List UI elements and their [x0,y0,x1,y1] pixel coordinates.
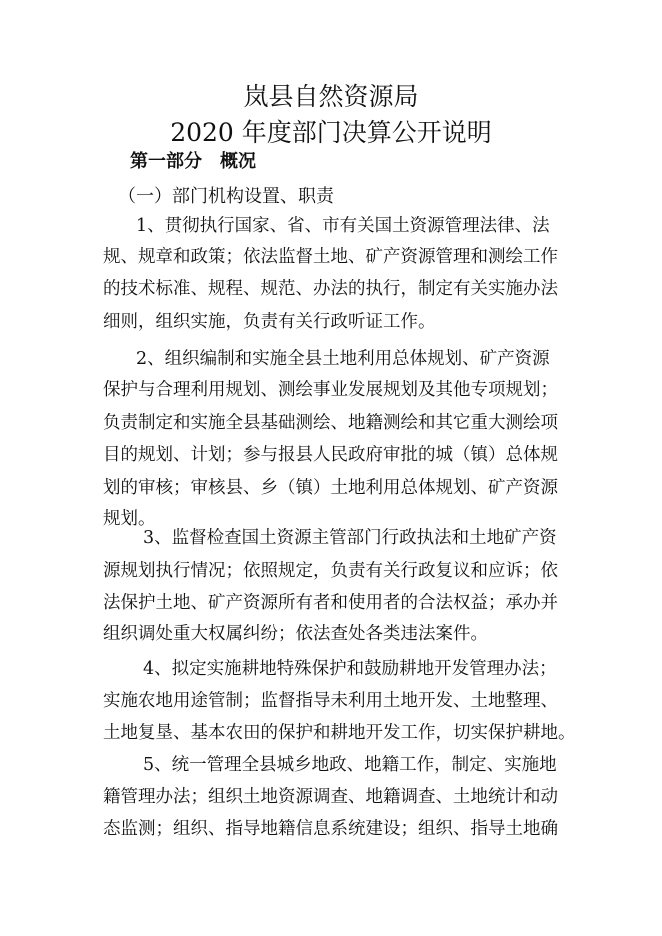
part-heading: 第一部分 概况 [130,151,256,172]
paragraph-line: 2、组织编制和实施全县土地利用总体规划、矿产资源 [136,349,550,369]
paragraph-line: 的技术标准、规程、规范、办法的执行，制定有关实施办法 [103,279,558,299]
paragraph-line: 规划。 [103,509,156,529]
paragraph-line: 土地复垦、基本农田的保护和耕地开发工作，切实保护耕地。 [103,723,576,743]
paragraph-line: 5、统一管理全县城乡地政、地籍工作，制定、实施地 [143,755,557,775]
paragraph-line: 规、规章和政策；依法监督土地、矿产资源管理和测绘工作 [103,247,558,267]
paragraph-line: 负责制定和实施全县基础测绘、地籍测绘和其它重大测绘项 [103,413,558,433]
paragraph-line: 细则，组织实施，负责有关行政听证工作。 [103,312,436,332]
paragraph-line: 籍管理办法；组织土地资源调查、地籍调查、土地统计和动 [103,787,558,807]
paragraph-line: 源规划执行情况；依照规定，负责有关行政复议和应诉；依 [103,561,558,581]
paragraph-line: 目的规划、计划；参与报县人民政府审批的城（镇）总体规 [103,445,558,465]
paragraph-line: 1、贯彻执行国家、省、市有关国土资源管理法律、法 [136,216,550,236]
document-title-org: 岚县自然资源局 [243,82,419,111]
paragraph-line: 3、监督检查国土资源主管部门行政执法和土地矿产资 [143,528,557,548]
paragraph-line: 实施农地用途管制；监督指导未利用土地开发、土地整理、 [103,691,558,711]
paragraph-line: 保护与合理利用规划、测绘事业发展规划及其他专项规划； [103,380,558,400]
paragraph-line: 态监测；组织、指导地籍信息系统建设；组织、指导土地确 [103,819,558,839]
section-heading: （一）部门机构设置、职责 [118,186,334,207]
paragraph-line: 4、拟定实施耕地特殊保护和鼓励耕地开发管理办法； [143,659,557,679]
paragraph-line: 划的审核；审核县、乡（镇）土地利用总体规划、矿产资源 [103,478,558,498]
paragraph-line: 组织调处重大权属纠纷；依法查处各类违法案件。 [103,624,488,644]
document-title-report: 2020 年度部门决算公开说明 [170,118,492,147]
paragraph-line: 法保护土地、矿产资源所有者和使用者的合法权益；承办并 [103,593,558,613]
